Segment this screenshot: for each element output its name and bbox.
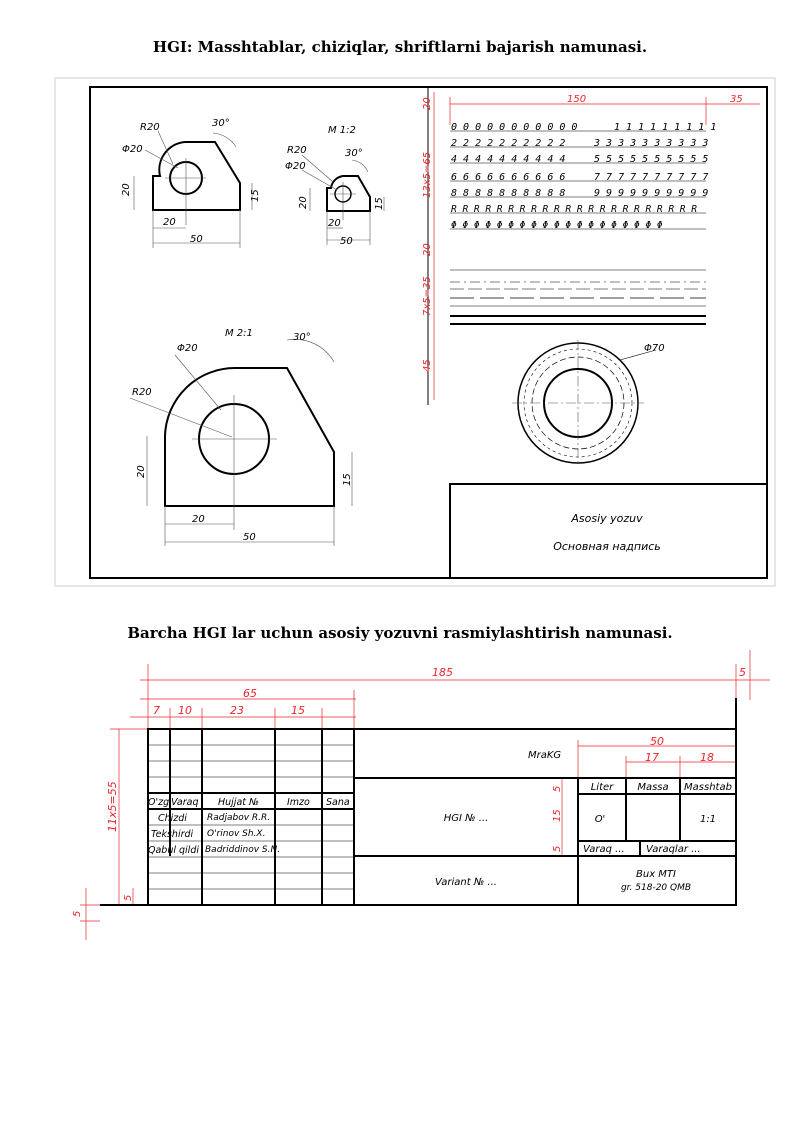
fb-dim-circle-h: 45 [422,359,433,372]
scaled-w-small-label: 20 [328,218,341,229]
scaled-w-total-label: 50 [340,236,353,247]
tb-header-ozg: O'zg [148,797,170,808]
tb-massa: Massa [637,782,669,793]
small-diameter-label: Φ20 [122,144,143,155]
tb-varaqlar-cell: Varaqlar ... [646,844,701,855]
scaled-h-right-label: 15 [374,197,385,210]
fb-dim-rows: 13x5=65 [422,151,433,198]
tb-name-3: Badriddinov S.N. [205,845,281,855]
font-block [422,92,760,466]
small-angle-label: 30° [212,118,230,129]
font-row-1-left: 0 0 0 0 0 0 0 0 0 0 0 [451,122,578,133]
tb-mrakg: MraKG [528,750,562,761]
large-w-small-label: 20 [192,514,205,525]
tb-dim-w17: 17 [645,751,659,764]
large-part-scale: M 2:1 [225,328,253,339]
large-radius-label: R20 [132,387,152,398]
font-row-5-left: 8 8 8 8 8 8 8 8 8 8 [451,188,566,199]
font-row-4-right: 7 7 7 7 7 7 7 7 7 7 [594,172,709,183]
font-row-2-left: 2 2 2 2 2 2 2 2 2 2 [451,138,566,149]
large-diameter-label: Φ20 [177,343,198,354]
tb-role-3: Qabul qildi [148,845,199,856]
font-row-6: R R R R R R R R R R R R R R R R R R R R R R [451,204,697,215]
tb-dim-c2: 10 [178,704,192,717]
large-part [130,328,353,546]
circle-d70 [512,340,656,466]
tb-dim-h5b: 5 [552,845,563,852]
font-row-3-left: 4 4 4 4 4 4 4 4 4 4 [451,154,566,165]
tb-dim-c3: 23 [230,704,244,717]
scaled-part-scale: M 1:2 [328,125,356,136]
small-w-total-label: 50 [190,234,203,245]
circle-diameter-label: Φ70 [644,343,665,354]
scaled-part [285,125,385,247]
small-h-right-label: 15 [250,189,261,202]
tb-header-sana: Sana [326,797,350,808]
font-row-1-right: 1 1 1 1 1 1 1 1 1 [614,122,717,133]
large-w-total-label: 50 [243,532,256,543]
tb-header-varaq: Varaq [171,797,199,808]
fb-dim-extra: 35 [730,94,743,105]
tb-varaq-cell: Varaq ... [583,844,625,855]
tb-header-hujjat: Hujjat № [218,797,259,808]
tb-dim-h15: 15 [552,809,563,822]
fb-dim-lines: 7x5=35 [422,276,433,316]
tb-dim-right: 5 [739,666,746,679]
tb-liter: Liter [590,782,614,793]
scaled-radius-label: R20 [287,145,307,156]
font-row-2-right: 3 3 3 3 3 3 3 3 3 3 [594,138,709,149]
small-part [121,118,261,248]
font-row-7: Φ Φ Φ Φ Φ Φ Φ Φ Φ Φ Φ Φ Φ Φ Φ Φ Φ Φ Φ [451,220,663,231]
font-row-5-right: 9 9 9 9 9 9 9 9 9 9 [594,188,709,199]
tb-header-imzo: Imzo [287,797,310,808]
tb-dim-bottom5: 5 [72,910,83,917]
tb-dim-height: 11x5=55 [106,781,119,832]
fb-dim-top: 20 [422,97,433,110]
fb-dim-width: 150 [567,94,587,105]
font-row-3-right: 5 5 5 5 5 5 5 5 5 5 [594,154,709,165]
tb-name-2: O'rinov Sh.X. [207,829,266,839]
large-h-right-label: 15 [342,473,353,486]
tb-dim-left-group: 65 [243,687,257,700]
tb-masshtab: Masshtab [684,782,732,793]
tb-dim-group50: 50 [650,735,664,748]
small-h-left-label: 20 [121,183,132,196]
stamp-line-1: Asosiy yozuv [571,512,643,525]
tb-liter-value: O' [594,814,606,825]
tb-dim-h5a: 5 [552,785,563,792]
scaled-diameter-label: Φ20 [285,161,306,172]
stamp-line-2: Основная надпись [553,540,661,553]
tb-variant: Variant № ... [435,877,497,888]
tb-dim-total: 185 [432,666,453,679]
large-angle-label: 30° [293,332,311,343]
tb-scale-value: 1:1 [699,814,717,825]
tb-group: gr. 518-20 QMB [620,883,692,893]
tb-dim-row5: 5 [123,894,134,901]
scaled-h-left-label: 20 [298,196,309,209]
large-h-left-label: 20 [136,465,147,478]
tb-org: Bux MTI [636,869,676,880]
sheet-stamp [450,484,767,578]
page-title-2: Barcha HGI lar uchun asosiy yozuvni rasmiylashtirish namunasi. [127,624,673,642]
tb-role-2: Tekshirdi [151,829,194,840]
font-row-4-left: 6 6 6 6 6 6 6 6 6 6 [451,172,566,183]
tb-dim-c4: 15 [291,704,305,717]
fb-dim-gap: 20 [422,243,433,256]
small-radius-label: R20 [140,122,160,133]
page-title-1: HGI: Masshtablar, chiziqlar, shriftlarni bajarish namunasi. [152,38,648,56]
title-block [72,650,770,940]
tb-name-1: Radjabov R.R. [207,813,271,823]
small-w-small-label: 20 [163,217,176,228]
tb-dim-w18: 18 [700,751,714,764]
tb-role-1: Chizdi [158,813,187,824]
scaled-angle-label: 30° [345,148,363,159]
tb-hgi: HGI № ... [443,813,489,824]
tb-dim-c1: 7 [153,704,160,717]
